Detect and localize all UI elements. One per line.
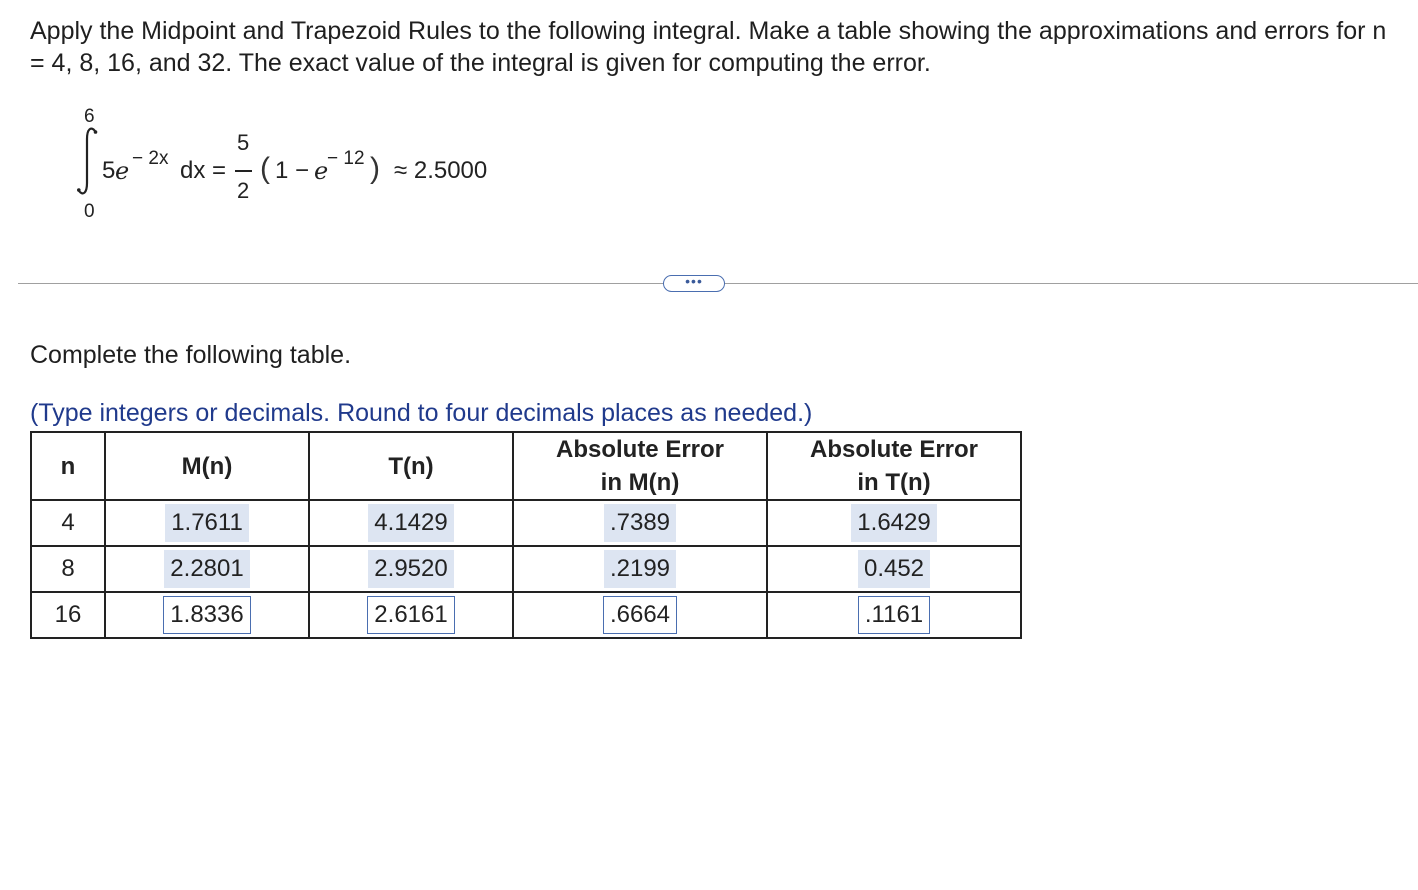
header-m: M(n): [105, 432, 309, 500]
header-error-t: [767, 432, 1021, 500]
cell-error-t: [767, 546, 1021, 592]
right-paren: ): [370, 152, 380, 185]
answer-field-m[interactable]: 1.7611: [165, 504, 249, 542]
header-error-m-line1: Absolute Error: [555, 436, 725, 463]
cell-error-t: [767, 592, 1021, 638]
answer-field-t[interactable]: 4.1429: [368, 504, 453, 542]
coefficient: 5: [102, 157, 116, 184]
cell-error-m: [513, 592, 767, 638]
header-t: T(n): [309, 432, 513, 500]
cell-t: [309, 546, 513, 592]
answer-field-error-t[interactable]: 1.6429: [851, 504, 936, 542]
upper-limit: 6: [84, 106, 95, 127]
header-error-m: [513, 432, 767, 500]
answer-input-error-m[interactable]: .6664: [603, 596, 677, 634]
exponent: − 2x: [132, 148, 169, 169]
approx-value: ≈ 2.5000: [394, 157, 488, 184]
cell-n: 16: [31, 592, 105, 638]
cell-n: 8: [31, 546, 105, 592]
integral-sign-icon: [76, 125, 100, 202]
answer-instructions: (Type integers or decimals. Round to four decimals places as needed.): [30, 399, 813, 427]
header-error-t-line1: Absolute Error: [809, 436, 979, 463]
header-n: n: [31, 432, 105, 500]
table-row: [31, 500, 1021, 546]
cell-t: [309, 500, 513, 546]
table-header-row: [31, 432, 1021, 500]
answer-input-m[interactable]: 1.8336: [163, 596, 250, 634]
table-row: [31, 546, 1021, 592]
problem-statement: Apply the Midpoint and Trapezoid Rules to the following integral. Make a table showing the approximations and errors for n = 4, 8, 16, and 32. The exact value of the integral is given for computing the error.: [30, 17, 1387, 77]
cell-m: [105, 500, 309, 546]
cell-t: [309, 592, 513, 638]
left-paren: (: [260, 152, 270, 185]
answer-field-m[interactable]: 2.2801: [164, 550, 249, 588]
expand-more-button[interactable]: •••: [663, 275, 725, 292]
exponent-2: − 12: [327, 148, 365, 169]
cell-m: [105, 592, 309, 638]
table-row: [31, 592, 1021, 638]
cell-error-t: [767, 500, 1021, 546]
answer-field-error-m[interactable]: .2199: [604, 550, 676, 588]
cell-error-m: [513, 546, 767, 592]
dx-equals: dx =: [180, 157, 227, 184]
lower-limit: 0: [84, 201, 95, 222]
fraction-bar: [235, 170, 252, 172]
cell-error-m: [513, 500, 767, 546]
base-e-2: e: [314, 157, 329, 185]
cell-m: [105, 546, 309, 592]
header-error-t-line2: in T(n): [857, 469, 931, 496]
answer-field-t[interactable]: 2.9520: [368, 550, 453, 588]
fraction-numerator: 5: [237, 130, 250, 155]
answer-field-error-m[interactable]: .7389: [604, 504, 676, 542]
answer-field-error-t[interactable]: 0.452: [858, 550, 930, 588]
one-minus: 1 −: [275, 157, 310, 184]
header-error-m-line2: in M(n): [600, 469, 680, 496]
answer-input-error-t[interactable]: .1161: [858, 596, 930, 634]
fraction-denominator: 2: [237, 178, 250, 203]
results-table: [30, 431, 1022, 639]
base-e: e: [115, 157, 130, 185]
cell-n: 4: [31, 500, 105, 546]
answer-input-t[interactable]: 2.6161: [367, 596, 454, 634]
table-prompt: Complete the following table.: [30, 341, 352, 369]
integral-expression: [80, 100, 540, 230]
